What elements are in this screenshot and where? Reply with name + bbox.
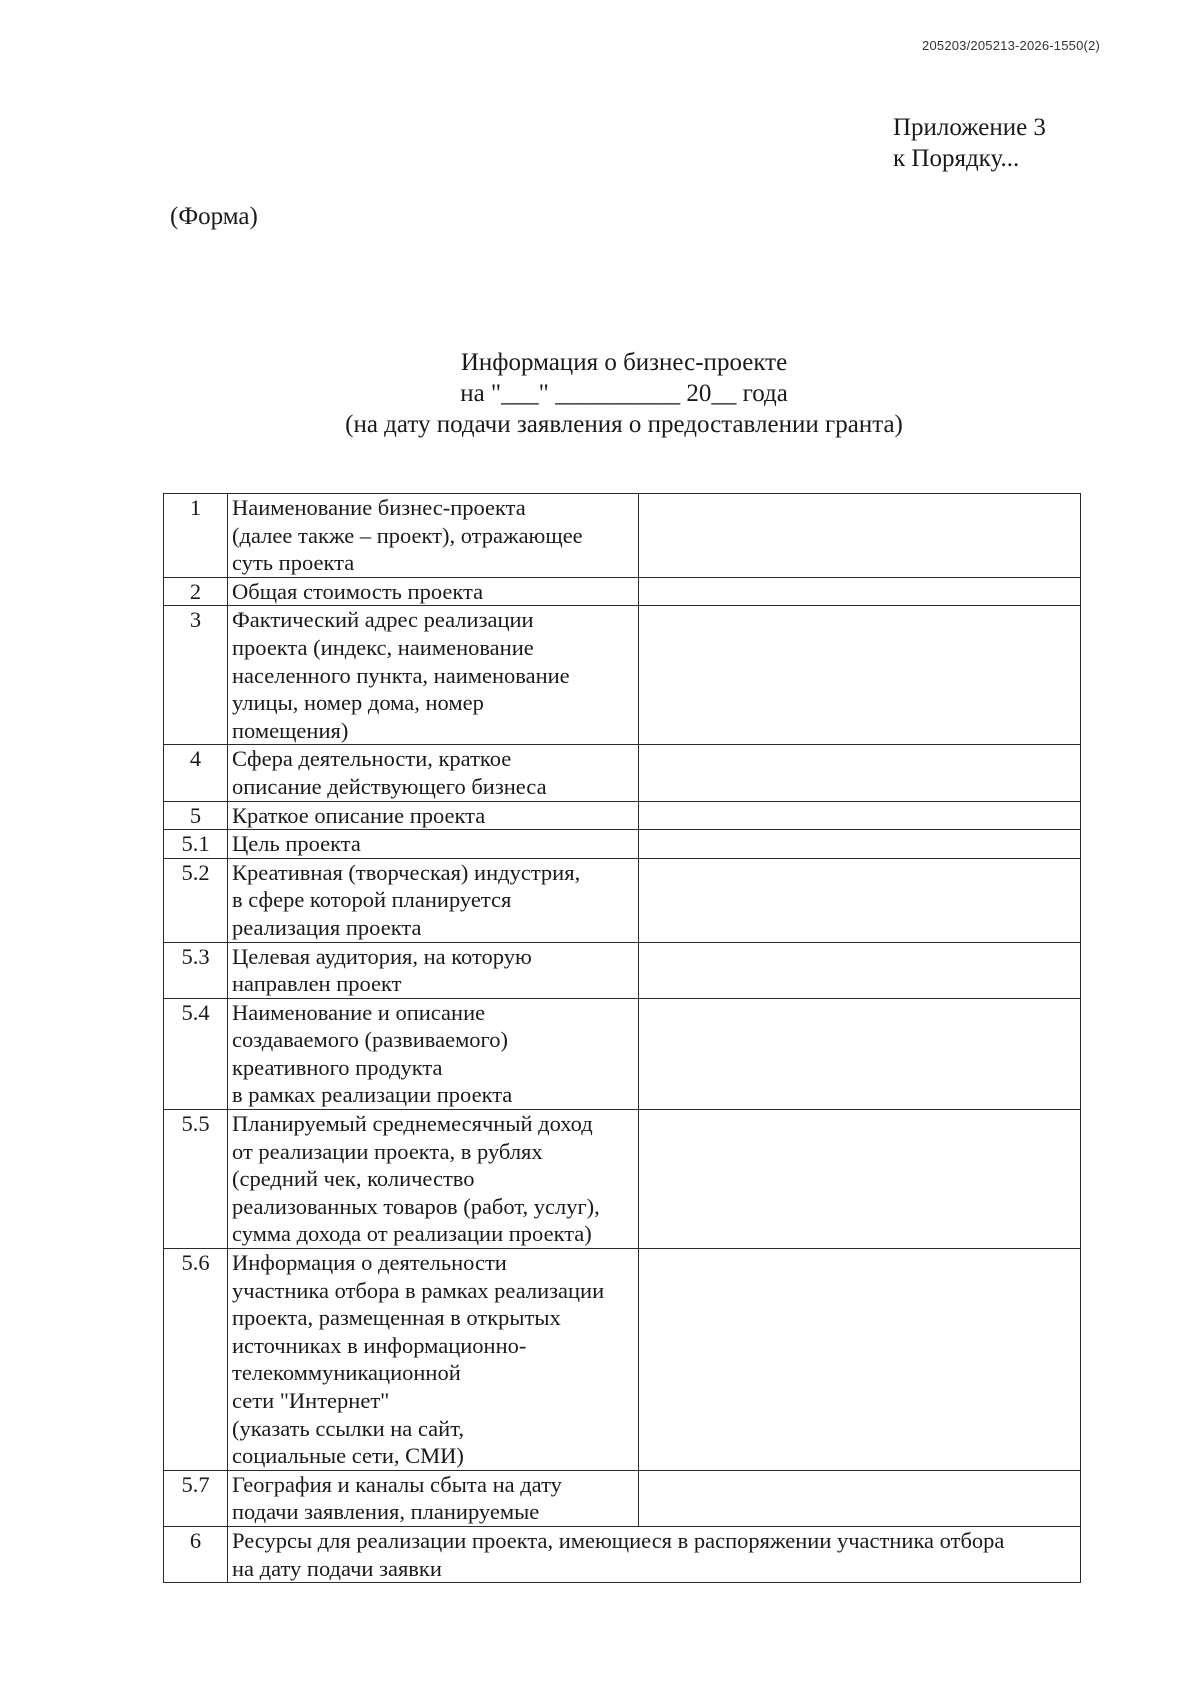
row-number: 5.2 xyxy=(164,858,228,942)
row-value-field[interactable] xyxy=(639,577,1081,606)
row-number: 5.4 xyxy=(164,998,228,1109)
row-label: Ресурсы для реализации проекта, имеющиеся в распоряжении участника отбора на дату подачи заявки xyxy=(228,1526,1081,1582)
row-label: Краткое описание проекта xyxy=(228,801,639,830)
row-label: Сфера деятельности, краткое описание действующего бизнеса xyxy=(228,745,639,801)
table-row xyxy=(164,858,1081,942)
document-id: 205203/205213-2026-1550(2) xyxy=(922,38,1100,53)
business-project-table xyxy=(163,493,1081,1583)
row-number: 2 xyxy=(164,577,228,606)
row-number: 5.5 xyxy=(164,1110,228,1249)
form-label: (Форма) xyxy=(170,203,258,230)
appendix-line-2: к Порядку... xyxy=(893,145,1020,172)
row-value-field[interactable] xyxy=(639,998,1081,1109)
title-line-3: (на дату подачи заявления о предоставлении гранта) xyxy=(345,411,903,438)
row-label: Информация о деятельности участника отбора в рамках реализации проекта, размещенная в открытых источниках в информационно- телекоммуникационной сети "Интернет" (указать ссылки на сайт, социальные сети, СМИ) xyxy=(228,1249,639,1471)
row-value-field[interactable] xyxy=(639,1249,1081,1471)
table-row xyxy=(164,801,1081,830)
table-row xyxy=(164,1110,1081,1249)
table-row xyxy=(164,1249,1081,1471)
table-row xyxy=(164,1470,1081,1526)
row-number: 1 xyxy=(164,494,228,578)
row-value-field[interactable] xyxy=(639,1110,1081,1249)
row-number: 5 xyxy=(164,801,228,830)
row-label: Планируемый среднемесячный доход от реализации проекта, в рублях (средний чек, количество реализованных товаров (работ, услуг), сумма дохода от реализации проекта) xyxy=(228,1110,639,1249)
appendix-line-1: Приложение 3 xyxy=(893,114,1046,141)
row-number: 5.7 xyxy=(164,1470,228,1526)
row-value-field[interactable] xyxy=(639,830,1081,859)
title-line-1: Информация о бизнес-проекте xyxy=(460,349,788,376)
table-row xyxy=(164,998,1081,1109)
row-number: 6 xyxy=(164,1526,228,1582)
row-label: Целевая аудитория, на которую направлен проект xyxy=(228,942,639,998)
row-label: Общая стоимость проекта xyxy=(228,577,639,606)
row-label: Наименование и описание создаваемого (развиваемого) креативного продукта в рамках реализации проекта xyxy=(228,998,639,1109)
table-row xyxy=(164,942,1081,998)
table-row xyxy=(164,494,1081,578)
row-value-field[interactable] xyxy=(639,858,1081,942)
appendix-reference xyxy=(893,112,1046,174)
row-number: 5.6 xyxy=(164,1249,228,1471)
row-value-field[interactable] xyxy=(639,1470,1081,1526)
table-row xyxy=(164,606,1081,745)
row-label: Фактический адрес реализации проекта (индекс, наименование населенного пункта, наименование улицы, номер дома, номер помещения) xyxy=(228,606,639,745)
row-value-field[interactable] xyxy=(639,745,1081,801)
row-number: 3 xyxy=(164,606,228,745)
table-row xyxy=(164,745,1081,801)
row-value-field[interactable] xyxy=(639,494,1081,578)
row-label: География и каналы сбыта на дату подачи заявления, планируемые xyxy=(228,1470,639,1526)
table-row xyxy=(164,577,1081,606)
row-label: Креативная (творческая) индустрия, в сфере которой планируется реализация проекта xyxy=(228,858,639,942)
title-line-2: на "___" __________ 20__ года xyxy=(460,380,788,407)
table-row xyxy=(164,830,1081,859)
row-value-field[interactable] xyxy=(639,801,1081,830)
row-number: 5.1 xyxy=(164,830,228,859)
row-number: 5.3 xyxy=(164,942,228,998)
row-label: Наименование бизнес-проекта (далее также – проект), отражающее суть проекта xyxy=(228,494,639,578)
row-number: 4 xyxy=(164,745,228,801)
document-title xyxy=(0,347,1200,440)
row-value-field[interactable] xyxy=(639,942,1081,998)
row-label: Цель проекта xyxy=(228,830,639,859)
row-value-field[interactable] xyxy=(639,606,1081,745)
table-row xyxy=(164,1526,1081,1582)
